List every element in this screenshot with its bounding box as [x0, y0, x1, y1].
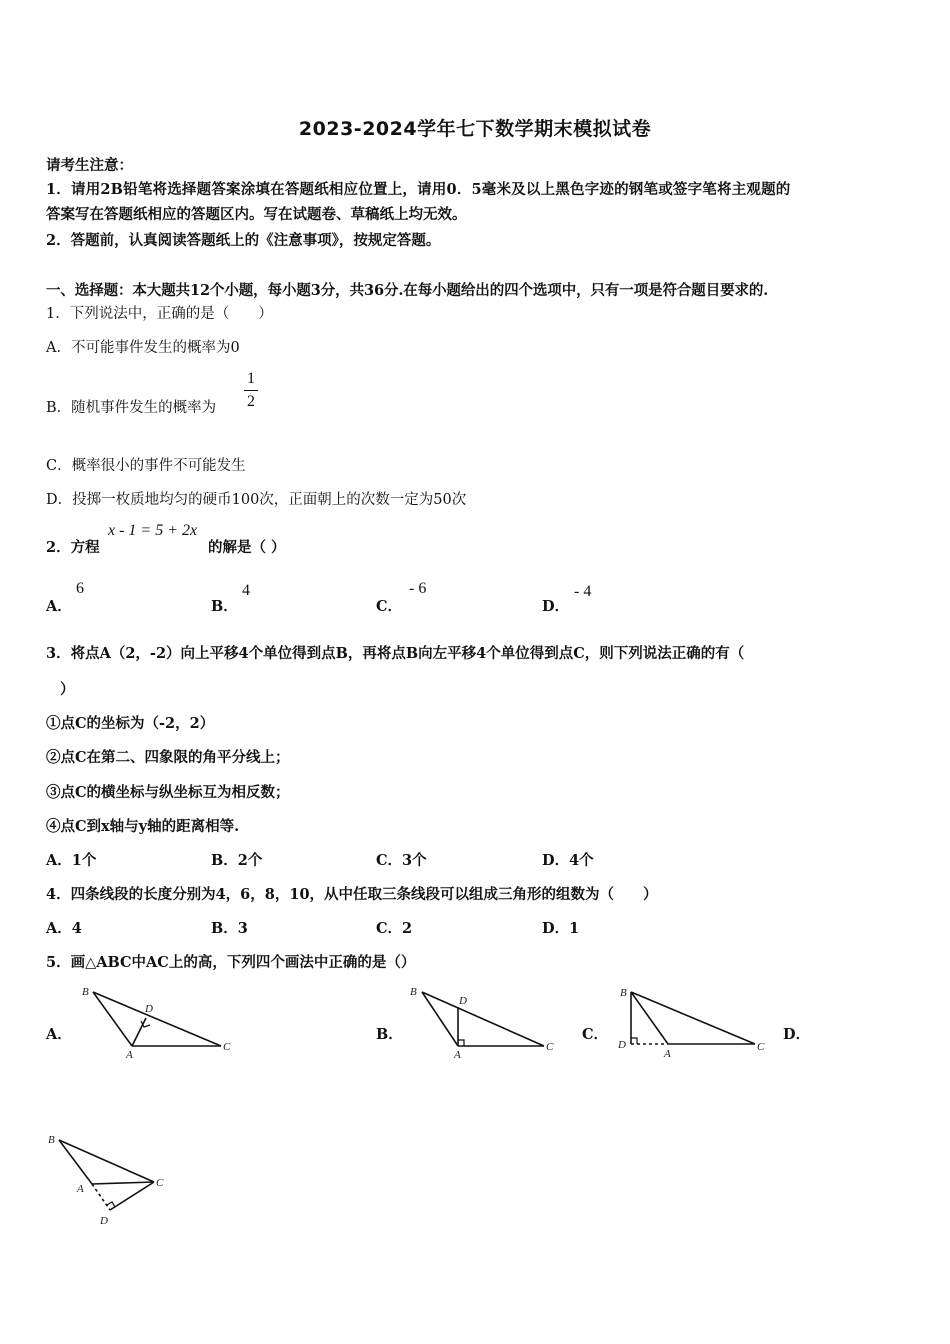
- q5-option-d-label: D．: [783, 1026, 811, 1043]
- point-d-label: D: [618, 1039, 626, 1051]
- q2-option-d-value: - 4: [574, 583, 592, 600]
- q5-figure-d: [44, 1128, 174, 1230]
- q3-option-a: A．1个: [46, 852, 97, 869]
- point-a-label: A: [454, 1049, 461, 1060]
- q3-stem-end: ）: [60, 681, 75, 698]
- q5-option-a-label: A．: [46, 1026, 72, 1043]
- q3-stem: 3．将点A（2，-2）向上平移4个单位得到点B，再将点B向左平移4个单位得到点C，则下列说法正确的有（: [46, 645, 745, 662]
- notice-line-2: 2．答题前，认真阅读答题纸上的《注意事项》，按规定答题。: [46, 232, 441, 249]
- point-a-label: A: [77, 1183, 84, 1195]
- point-c-label: C: [223, 1041, 231, 1053]
- q2-stem-post: 的解是（ ）: [208, 539, 286, 556]
- q1-option-c: C．概率很小的事件不可能发生: [46, 458, 246, 474]
- q2-option-a-label: A．: [46, 598, 72, 615]
- q3-option-b: B．2个: [211, 852, 263, 869]
- q2-option-b-label: B．: [211, 598, 238, 615]
- q1-fraction: [244, 370, 258, 411]
- point-b-label: B: [410, 986, 417, 998]
- q1-option-b: B．随机事件发生的概率为: [46, 400, 217, 416]
- point-c-label: C: [156, 1177, 164, 1189]
- q4-option-b: B．3: [211, 920, 248, 937]
- q5-option-b-label: B．: [376, 1026, 403, 1043]
- q4-option-a: A．4: [46, 920, 82, 937]
- q3-statement-2: ②点C在第二、四象限的角平分线上；: [46, 749, 290, 766]
- notice-heading: 请考生注意：: [46, 157, 133, 174]
- q1-option-d: D．投掷一枚质地均匀的硬币100次，正面朝上的次数一定为50次: [46, 492, 467, 508]
- notice-line-1b: 答案写在答题纸相应的答题区内。写在试题卷、草稿纸上均无效。: [46, 206, 467, 223]
- q4-option-d: D．1: [542, 920, 580, 937]
- q2-option-c-label: C．: [376, 598, 403, 615]
- point-b-label: B: [620, 987, 627, 999]
- point-a-label: A: [126, 1049, 133, 1060]
- notice-line-1: 1．请用2B铅笔将选择题答案涂填在答题纸相应位置上，请用0．5毫米及以上黑色字迹的钢笔或签字笔将主观题的: [46, 181, 791, 198]
- q4-stem: 4．四条线段的长度分别为4，6，8，10，从中任取三条线段可以组成三角形的组数为（ ）: [46, 886, 658, 903]
- point-c-label: C: [757, 1041, 765, 1053]
- q1-option-a: A．不可能事件发生的概率为0: [46, 340, 240, 356]
- point-b-label: B: [48, 1134, 55, 1146]
- point-d-label: D: [100, 1215, 108, 1227]
- fraction-denominator: 2: [247, 393, 255, 410]
- fraction-numerator: 1: [247, 370, 255, 387]
- q5-figure-b: [406, 980, 566, 1060]
- q3-option-c: C．3个: [376, 852, 427, 869]
- point-d-label: D: [459, 995, 467, 1007]
- point-d-label: D: [145, 1003, 153, 1015]
- page-title: 2023-2024学年七下数学期末模拟试卷: [298, 118, 652, 140]
- q3-option-d: D．4个: [542, 852, 594, 869]
- point-a-label: A: [664, 1048, 671, 1060]
- q2-option-a-value: 6: [76, 580, 84, 597]
- q1-stem: 1．下列说法中，正确的是（ ）: [46, 306, 273, 322]
- q2-stem-pre: 2．方程: [46, 539, 100, 556]
- q5-option-c-label: C．: [582, 1026, 609, 1043]
- section-heading: 一、选择题：本大题共12个小题，每小题3分，共36分.在每小题给出的四个选项中，只有一项是符合题目要求的.: [46, 282, 769, 299]
- q4-option-c: C．2: [376, 920, 413, 937]
- q2-option-b-value: 4: [242, 582, 250, 599]
- q2-equation: x - 1 = 5 + 2x: [108, 522, 198, 539]
- q2-option-d-label: D．: [542, 598, 570, 615]
- point-b-label: B: [82, 986, 89, 998]
- fraction-bar: [244, 390, 258, 391]
- q5-stem: 5．画△ABC中AC上的高，下列四个画法中正确的是（）: [46, 954, 416, 971]
- q3-statement-1: ①点C的坐标为（-2，2）: [46, 715, 215, 732]
- q5-figure-a: [78, 982, 238, 1060]
- q5-figure-c: [614, 982, 774, 1060]
- q3-statement-4: ④点C到x轴与y轴的距离相等.: [46, 818, 240, 835]
- q3-statement-3: ③点C的横坐标与纵坐标互为相反数；: [46, 784, 290, 801]
- point-c-label: C: [546, 1041, 554, 1053]
- q2-option-c-value: - 6: [409, 580, 427, 597]
